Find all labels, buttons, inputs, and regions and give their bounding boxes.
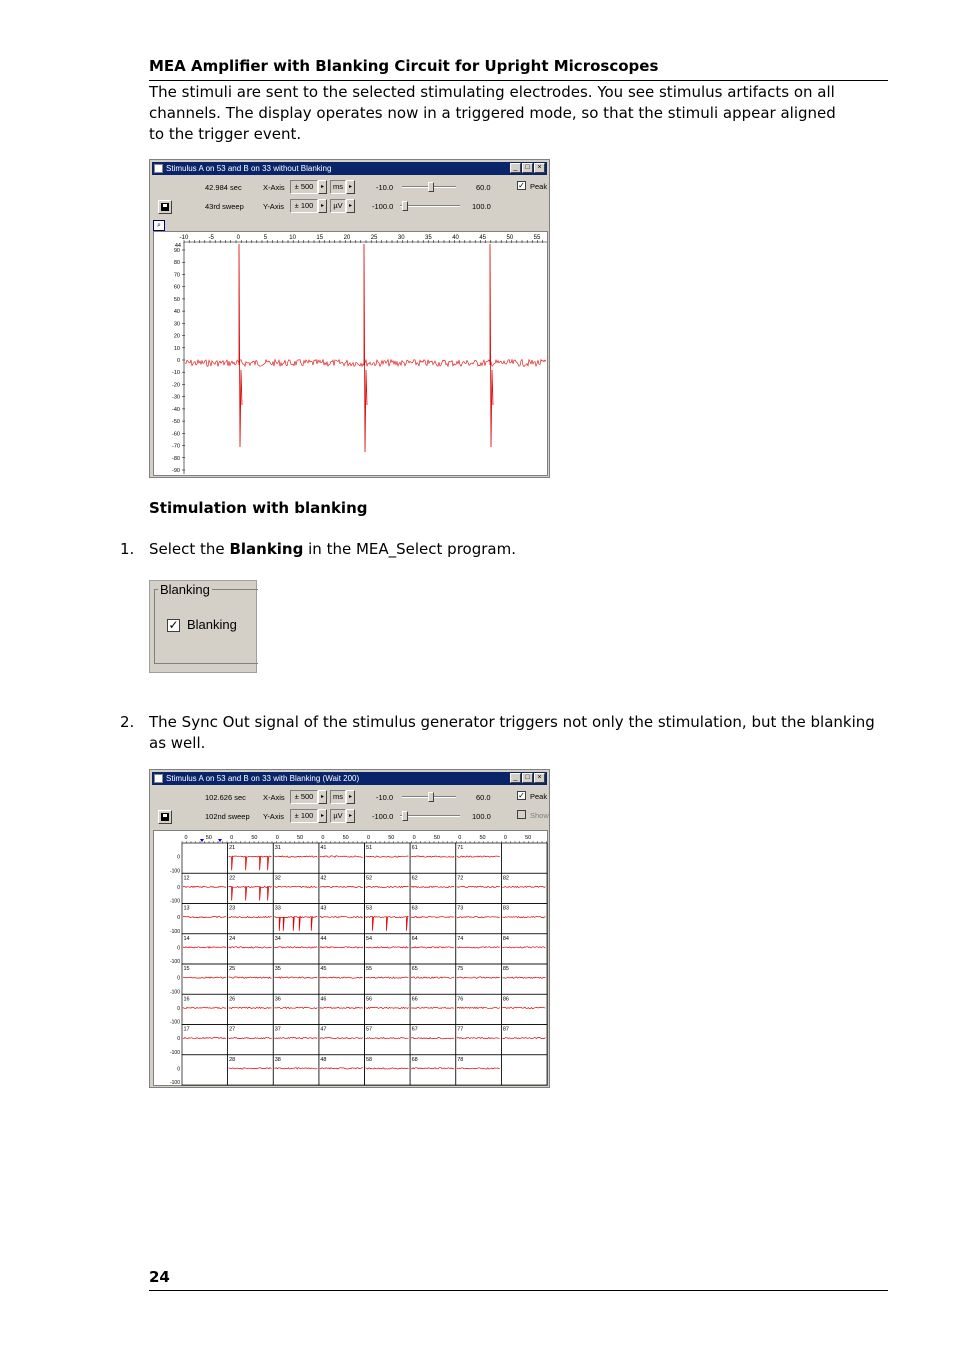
channel-label: 83 — [502, 905, 509, 912]
channel-grid-plot — [153, 830, 548, 1086]
magnifier-icon[interactable]: ⌕ — [153, 220, 165, 231]
channel-label: 12 — [183, 875, 190, 882]
channel-trace — [366, 947, 409, 948]
y-unit-field[interactable]: µV — [330, 199, 346, 213]
channel-label: 51 — [366, 845, 373, 851]
channel-label: 61 — [411, 845, 418, 851]
x-axis-label: X-Axis — [263, 793, 285, 802]
x-tick-label: -5 — [208, 235, 214, 241]
col-tick-label: 50 — [388, 835, 395, 841]
channel-trace — [366, 1007, 409, 1008]
channel-trace — [274, 977, 317, 978]
col-tick-label: 50 — [342, 835, 349, 841]
channel-label: 38 — [274, 1056, 281, 1063]
peak-checkbox[interactable]: ✓ — [518, 181, 525, 190]
row-tick-label: 0 — [177, 945, 180, 952]
channel-trace — [274, 916, 317, 917]
channel-label: 41 — [320, 845, 327, 851]
channel-trace — [320, 1007, 363, 1008]
step-1-after: in the MEA_Select program. — [303, 540, 516, 558]
y-range-field[interactable]: ± 100 — [290, 809, 318, 823]
slider2-max: 100.0 — [472, 812, 491, 821]
row-tick-label: -100 — [169, 1080, 180, 1086]
plot1-svg — [154, 232, 549, 477]
channel-trace — [457, 917, 500, 918]
channel-label: 48 — [320, 1056, 327, 1063]
y-tick-label: 80 — [173, 260, 180, 267]
channel-label: 72 — [457, 875, 464, 882]
x-tick-label: 50 — [506, 235, 514, 241]
channel-trace — [229, 1068, 272, 1069]
blanking-artifact — [279, 917, 280, 931]
channel-trace — [502, 886, 545, 887]
row-tick-label: -100 — [169, 989, 180, 996]
blanking-artifact — [268, 857, 269, 871]
col-tick-label: 0 — [275, 835, 279, 841]
show-label: Show — [530, 811, 549, 820]
channel-label: 16 — [183, 996, 190, 1003]
channel-trace — [502, 947, 545, 948]
col-tick-label: 0 — [366, 835, 371, 841]
channel-trace — [183, 1007, 226, 1008]
y-tick-label: 60 — [173, 284, 180, 291]
channel-label: 56 — [366, 996, 373, 1003]
window-with-blanking — [149, 769, 550, 1088]
slider1-min: -10.0 — [376, 183, 394, 192]
x-tick-label: 0 — [236, 235, 240, 241]
col-tick-label: 50 — [297, 835, 304, 841]
channel-trace — [411, 947, 454, 948]
y-tick-label: -40 — [172, 406, 180, 413]
col-tick-label: 0 — [458, 835, 462, 841]
channel-cell — [182, 1055, 228, 1085]
window-title: Stimulus A on 53 and B on 33 with Blanking (Wait 200) — [166, 774, 360, 783]
row-tick-label: 0 — [177, 1066, 180, 1073]
channel-trace — [229, 977, 272, 978]
channel-label: 13 — [183, 905, 190, 912]
channel-trace — [320, 1038, 363, 1039]
channel-trace — [274, 856, 317, 857]
channel-trace — [457, 1068, 500, 1069]
channel-label: 37 — [274, 1026, 281, 1033]
channel-label: 86 — [502, 996, 509, 1003]
slider1-min: -10.0 — [376, 793, 394, 802]
step-1-text — [149, 539, 516, 560]
stimulus-artifact — [239, 244, 242, 447]
channel-label: 73 — [457, 905, 464, 912]
x-offset-slider[interactable] — [402, 182, 456, 192]
blanking-artifact — [407, 917, 408, 931]
step-1-number: 1. — [120, 540, 135, 558]
channel-label: 71 — [457, 845, 464, 851]
close-button[interactable]: × — [534, 163, 545, 173]
blanking-artifact — [260, 887, 261, 901]
sweep-count: 43rd sweep — [205, 202, 244, 211]
y-axis-label: Y-Axis — [263, 812, 284, 821]
channel-label: 32 — [274, 875, 281, 882]
window-system-icon[interactable] — [154, 164, 163, 173]
channel-trace — [457, 977, 500, 978]
channel-trace — [320, 977, 363, 978]
row-tick-label: -100 — [169, 959, 180, 965]
x-unit-arrow-icon[interactable]: ▸ — [346, 790, 355, 804]
stimulus-artifact — [490, 244, 493, 447]
page-number: 24 — [149, 1268, 170, 1286]
slider2-min: -100.0 — [372, 202, 394, 211]
channel-trace — [411, 977, 454, 978]
y-tick-label: 20 — [173, 333, 180, 340]
col-tick-label: 50 — [433, 835, 440, 841]
channel-label: 52 — [366, 875, 373, 882]
step-1-before: Select the — [149, 540, 230, 558]
channel-trace — [229, 1007, 272, 1008]
footer-rule — [149, 1290, 888, 1291]
x-axis-label: X-Axis — [263, 183, 285, 192]
channel-trace — [457, 947, 500, 948]
header-rule — [149, 80, 888, 81]
peak-label: Peak — [530, 182, 548, 191]
channel-label: 64 — [411, 935, 418, 942]
step-1-bold: Blanking — [229, 540, 304, 558]
channel-label: 63 — [411, 905, 418, 912]
channel-label: 66 — [411, 996, 418, 1003]
blanking-artifact — [268, 887, 269, 901]
blanking-artifact — [311, 917, 312, 931]
blanking-artifact — [260, 857, 261, 871]
step-2-number: 2. — [120, 713, 135, 731]
x-unit-field[interactable]: ms — [330, 180, 346, 194]
channel-trace — [457, 886, 500, 887]
channel-trace — [274, 947, 317, 948]
channel-trace — [411, 1068, 454, 1069]
y-range-arrow-icon[interactable]: ▸ — [318, 809, 327, 823]
channel-label: 75 — [457, 966, 464, 972]
maximize-button[interactable]: □ — [522, 773, 533, 783]
save-disk-icon[interactable] — [158, 810, 172, 824]
channel-trace — [411, 1007, 454, 1008]
channel-label: 27 — [229, 1026, 236, 1033]
channel-label: 84 — [502, 935, 509, 942]
channel-label: 57 — [366, 1026, 373, 1033]
row-tick-label: 0 — [177, 975, 180, 982]
row-tick-label: 0 — [177, 1036, 180, 1043]
channel-label: 44 — [320, 935, 327, 942]
row-tick-label: 0 — [177, 1005, 180, 1012]
x-tick-label: 25 — [370, 235, 378, 241]
channel-trace — [366, 916, 409, 917]
channel-label: 31 — [274, 845, 281, 851]
channel-label: 15 — [183, 966, 190, 972]
channel-trace — [183, 947, 226, 948]
window-without-blanking — [149, 159, 550, 478]
blanking-artifact — [246, 857, 247, 871]
row-tick-label: -100 — [169, 1049, 180, 1056]
channel-label: 68 — [411, 1056, 418, 1063]
channel-trace — [457, 1037, 500, 1038]
groupbox-legend: Blanking — [160, 582, 210, 597]
stimulus-artifact — [364, 244, 367, 452]
y-tick-label: -30 — [172, 394, 180, 401]
x-tick-label: 30 — [397, 235, 405, 241]
channel-trace — [183, 886, 226, 887]
blanking-artifact — [232, 887, 233, 901]
y-tick-label: 90 — [173, 248, 180, 254]
channel-trace — [183, 917, 226, 918]
window-title: Stimulus A on 53 and B on 33 without Blanking — [166, 164, 332, 173]
channel-trace — [274, 886, 317, 887]
x-tick-label: 40 — [452, 235, 459, 241]
x-unit-arrow-icon[interactable]: ▸ — [346, 180, 355, 194]
channel-trace — [411, 916, 454, 917]
channel-label: 44 — [174, 243, 181, 249]
col-tick-label: 0 — [321, 835, 325, 841]
elapsed-time: 42.984 sec — [205, 183, 242, 192]
channel-label: 45 — [320, 966, 327, 972]
channel-cell — [501, 1055, 547, 1085]
channel-label: 85 — [502, 966, 509, 972]
x-unit-field[interactable]: ms — [330, 790, 346, 804]
y-tick-label: -60 — [172, 431, 180, 438]
col-tick-label: 50 — [479, 835, 486, 841]
x-range-arrow-icon[interactable]: ▸ — [318, 790, 327, 804]
channel-trace — [502, 1037, 545, 1038]
channel-trace — [411, 856, 454, 857]
blanking-checkbox-label[interactable]: Blanking — [187, 617, 237, 632]
y-tick-label: -80 — [172, 455, 180, 462]
blanking-artifact — [373, 917, 374, 931]
x-offset-slider[interactable] — [402, 792, 456, 802]
channel-label: 55 — [366, 966, 373, 972]
channel-trace — [411, 1038, 454, 1039]
channel-trace — [274, 1007, 317, 1008]
channel-label: 42 — [320, 875, 327, 882]
row-tick-label: -100 — [169, 868, 180, 875]
channel-trace — [366, 1038, 409, 1039]
row-tick-label: -100 — [169, 928, 180, 935]
x-tick-label: 10 — [289, 235, 296, 241]
col-tick-label: 0 — [230, 835, 234, 841]
y-tick-label: 50 — [173, 296, 180, 303]
blanking-checkbox[interactable]: ✓ — [168, 618, 179, 632]
channel-trace — [457, 1007, 500, 1008]
channel-label: 65 — [411, 966, 418, 972]
y-tick-label: -70 — [172, 443, 180, 450]
blanking-artifact — [246, 887, 247, 901]
x-tick-label: 15 — [316, 235, 324, 241]
channel-label: 21 — [229, 845, 236, 851]
channel-label: 67 — [411, 1026, 418, 1033]
channel-label: 25 — [229, 966, 236, 972]
row-tick-label: -100 — [169, 898, 180, 905]
row-tick-label: 0 — [177, 854, 180, 861]
peak-label: Peak — [530, 792, 548, 801]
y-axis-label: Y-Axis — [263, 202, 284, 211]
single-channel-plot — [153, 231, 548, 476]
maximize-button[interactable]: □ — [522, 163, 533, 173]
y-range-field[interactable]: ± 100 — [290, 199, 318, 213]
blanking-groupbox — [149, 580, 257, 673]
channel-trace — [502, 1007, 545, 1008]
x-tick-label: 20 — [343, 235, 351, 241]
channel-trace — [366, 856, 409, 857]
y-tick-label: -20 — [172, 382, 180, 389]
save-disk-icon[interactable] — [158, 200, 172, 214]
x-range-field[interactable]: ± 500 — [290, 790, 318, 804]
channel-label: 47 — [320, 1026, 327, 1033]
y-range-arrow-icon[interactable]: ▸ — [318, 199, 327, 213]
channel-label: 82 — [502, 875, 509, 882]
channel-label: 22 — [229, 875, 236, 882]
channel-label: 58 — [366, 1056, 373, 1063]
window-system-icon[interactable] — [154, 774, 163, 783]
channel-trace — [366, 886, 409, 887]
elapsed-time: 102.626 sec — [205, 793, 246, 802]
channel-label: 46 — [320, 996, 327, 1003]
section-title: Stimulation with blanking — [149, 499, 368, 517]
slider1-max: 60.0 — [476, 793, 491, 802]
channel-label: 35 — [274, 966, 281, 972]
plot2-svg — [154, 831, 549, 1087]
channel-label: 34 — [274, 935, 281, 942]
sweep-count: 102nd sweep — [205, 812, 250, 821]
x-tick-label: 55 — [533, 235, 541, 241]
channel-trace — [366, 977, 409, 978]
channel-label: 36 — [274, 996, 281, 1003]
blanking-artifact — [232, 857, 233, 871]
channel-trace — [502, 977, 545, 978]
channel-trace — [183, 1037, 226, 1038]
y-tick-label: -90 — [172, 468, 180, 474]
blanking-artifact — [293, 917, 294, 931]
channel-trace — [274, 1068, 317, 1069]
channel-label: 78 — [457, 1056, 464, 1063]
y-tick-label: -50 — [172, 419, 180, 426]
channel-trace — [274, 1038, 317, 1039]
channel-trace — [320, 886, 363, 887]
channel-trace — [229, 856, 272, 857]
blanking-artifact — [387, 917, 388, 931]
channel-trace — [320, 1068, 363, 1069]
channel-trace — [320, 917, 363, 918]
minimize-button[interactable]: _ — [510, 163, 521, 173]
intro-paragraph: The stimuli are sent to the selected stimulating electrodes. You see stimulus artifacts on all channels. The display operates now in a triggered mode, so that the stimuli appear aligned to the trigger event. — [149, 83, 836, 143]
blanking-artifact — [299, 917, 300, 931]
x-tick-label: 35 — [425, 235, 432, 241]
row-tick-label: 0 — [177, 915, 180, 922]
show-checkbox — [517, 810, 526, 819]
channel-label: 14 — [183, 935, 190, 942]
channel-trace — [229, 916, 272, 917]
blanking-artifact — [283, 917, 284, 931]
y-unit-field[interactable]: µV — [330, 809, 346, 823]
col-tick-label: 0 — [503, 835, 507, 841]
y-tick-label: 10 — [173, 345, 180, 352]
channel-trace — [229, 886, 272, 887]
channel-label: 26 — [229, 996, 236, 1003]
col-tick-label: 50 — [525, 835, 532, 841]
window-title-bar — [152, 772, 547, 785]
channel-cell — [501, 843, 547, 873]
x-range-arrow-icon[interactable]: ▸ — [318, 180, 327, 194]
channel-trace — [229, 1037, 272, 1038]
channel-label: 23 — [229, 905, 236, 912]
peak-checkbox[interactable]: ✓ — [518, 791, 525, 800]
x-tick-label: 5 — [263, 235, 268, 241]
x-tick-label: 45 — [479, 235, 487, 241]
close-button[interactable]: × — [534, 773, 545, 783]
channel-trace — [411, 886, 454, 887]
channel-trace — [457, 856, 500, 857]
channel-trace — [320, 856, 363, 857]
slider2-min: -100.0 — [372, 812, 394, 821]
channel-label: 62 — [411, 875, 418, 882]
y-tick-label: -10 — [172, 370, 180, 377]
slider1-max: 60.0 — [476, 183, 491, 192]
col-tick-label: 50 — [205, 835, 212, 841]
x-range-field[interactable]: ± 500 — [290, 180, 318, 194]
channel-trace — [229, 947, 272, 948]
channel-label: 53 — [366, 905, 373, 912]
channel-label: 54 — [366, 935, 373, 942]
channel-label: 33 — [274, 905, 281, 912]
channel-label: 43 — [320, 905, 327, 912]
channel-label: 24 — [229, 935, 236, 942]
y-unit-arrow-icon[interactable]: ▸ — [346, 809, 355, 823]
channel-label: 17 — [183, 1026, 190, 1033]
channel-label: 28 — [229, 1056, 236, 1063]
y-tick-label: 40 — [173, 309, 180, 316]
channel-label: 76 — [457, 996, 464, 1003]
running-header: MEA Amplifier with Blanking Circuit for Upright Microscopes — [149, 57, 659, 75]
col-tick-label: 0 — [184, 835, 188, 841]
channel-trace — [502, 916, 545, 917]
step-2-text: The Sync Out signal of the stimulus generator triggers not only the stimulation, but the blanking as well. — [149, 713, 875, 752]
window-title-bar — [152, 162, 547, 175]
channel-trace — [366, 1068, 409, 1069]
channel-cell — [182, 843, 228, 873]
y-unit-arrow-icon[interactable]: ▸ — [346, 199, 355, 213]
channel-label: 77 — [457, 1026, 464, 1033]
col-tick-label: 0 — [412, 835, 416, 841]
y-offset-slider[interactable] — [400, 811, 460, 821]
channel-label: 87 — [502, 1026, 509, 1033]
col-tick-label: 50 — [251, 835, 258, 841]
y-tick-label: 0 — [176, 358, 180, 364]
x-tick-label: -10 — [179, 235, 189, 241]
minimize-button[interactable]: _ — [510, 773, 521, 783]
y-tick-label: 30 — [173, 321, 180, 328]
channel-label: 74 — [457, 935, 464, 942]
channel-trace — [183, 977, 226, 978]
row-tick-label: -100 — [169, 1019, 180, 1026]
slider2-max: 100.0 — [472, 202, 491, 211]
y-tick-label: 70 — [173, 272, 180, 279]
y-offset-slider[interactable] — [400, 201, 460, 211]
channel-trace — [320, 947, 363, 948]
row-tick-label: 0 — [177, 884, 180, 891]
